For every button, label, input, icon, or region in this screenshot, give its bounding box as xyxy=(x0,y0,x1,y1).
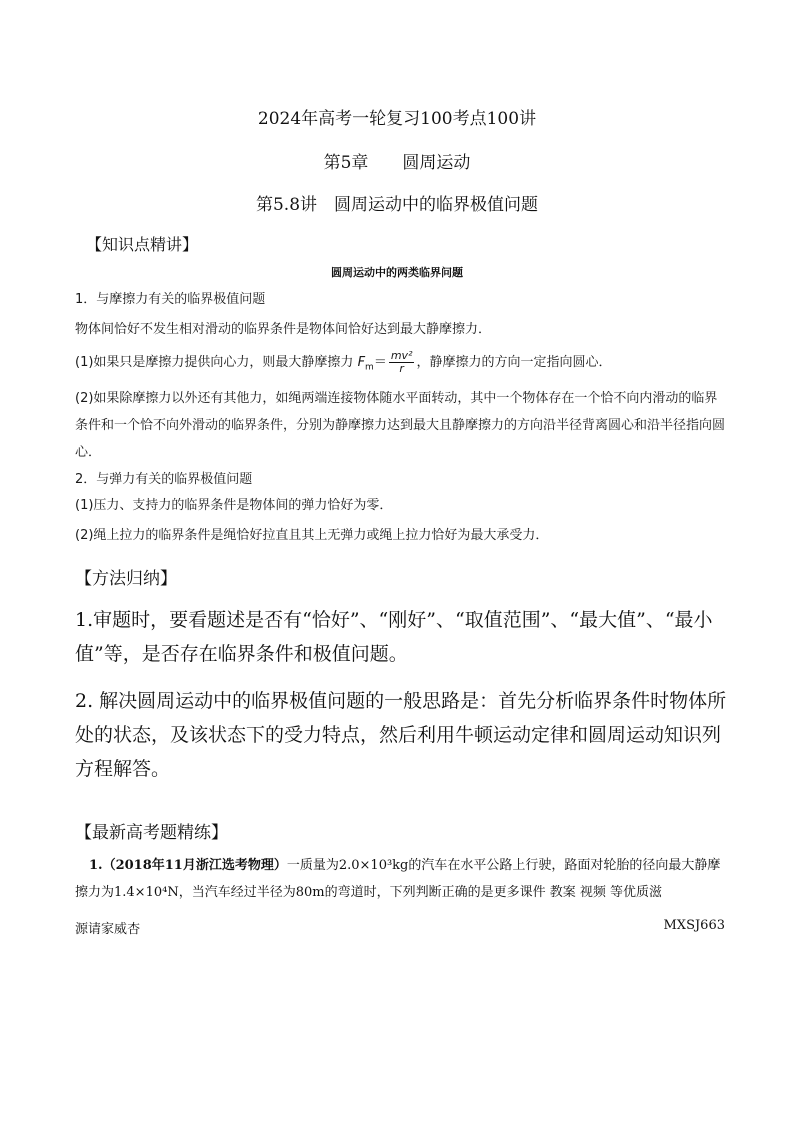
item1-title: 1．与摩擦力有关的临界极值问题 xyxy=(75,292,266,307)
item1-formula-suffix: ，静摩擦力的方向一定指向圆心． xyxy=(416,355,612,370)
question-1 xyxy=(75,852,725,906)
knowledge-subtitle: 圆周运动中的两类临界问题 xyxy=(331,266,463,279)
tail-word-5: 杏 xyxy=(127,922,141,937)
series-title: 2024年高考一轮复习100考点100讲 xyxy=(257,109,537,129)
force-symbol: F xyxy=(357,355,366,370)
tail-word-4: 威 xyxy=(114,922,128,937)
force-subscript: m xyxy=(365,362,374,373)
item2-paragraph-2: (2)绳上拉力的临界条件是绳恰好拉直且其上无弹力或绳上拉力恰好为最大承受力． xyxy=(75,528,549,543)
lecture-title: 第5.8讲 圆周运动中的临界极值问题 xyxy=(255,195,539,215)
tail-word-3: 家 xyxy=(101,922,115,937)
chapter-title: 第5章 圆周运动 xyxy=(323,153,471,173)
item2-title: 2．与弹力有关的临界极值问题 xyxy=(75,472,253,487)
exam-heading: 【最新高考题精练】 xyxy=(75,823,228,843)
formula-fraction xyxy=(389,350,415,375)
method-heading: 【方法归纳】 xyxy=(75,569,177,589)
question-1-text: 一质量为2.0×10³kg的汽车在水平公路上行驶，路面对轮胎的径向最大静摩擦力为1.4×10⁴N，当汽车经过半径为80m的弯道时，下列判断正确的是更多课件 教案 视频 等优质滋 xyxy=(75,858,721,900)
question-1-source: 1.（2018年11月浙江选考物理） xyxy=(89,858,287,873)
tail-code: MXSJ663 xyxy=(663,918,725,933)
fraction-denominator: r xyxy=(399,362,404,375)
fraction-numerator: mv² xyxy=(390,349,413,362)
equals-sign: ＝ xyxy=(373,355,387,370)
item1-formula-prefix: (1)如果只是摩擦力提供向心力，则最大静摩擦力 xyxy=(75,355,358,370)
method-paragraph-1: 1.审题时，要看题述是否有“恰好”、“刚好”、“取值范围”、“最大值”、“最小值”等，是否存在临界条件和极值问题。 xyxy=(75,609,713,665)
question-1-tail xyxy=(75,918,725,937)
tail-word-1: 源 xyxy=(75,922,89,937)
method-paragraph-2: 2. 解决圆周运动中的临界极值问题的一般思路是：首先分析临界条件时物体所处的状态，及该状态下的受力特点，然后利用牛顿运动定律和圆周运动知识列方程解答。 xyxy=(75,690,727,780)
knowledge-heading: 【知识点精讲】 xyxy=(86,235,199,254)
item1-formula-line xyxy=(75,350,725,378)
item1-paragraph-2: (2)如果除摩擦力以外还有其他力，如绳两端连接物体随水平面转动，其中一个物体存在一个恰不向内滑动的临界条件和一个恰不向外滑动的临界条件，分别为静摩擦力达到最大且静摩擦力的方向沿半径背离圆心和沿半径指向圆心． xyxy=(75,391,726,460)
tail-word-2: 请 xyxy=(88,922,102,937)
item1-text: 物体间恰好不发生相对滑动的临界条件是物体间恰好达到最大静摩擦力． xyxy=(75,322,492,337)
item2-paragraph-1: (1)压力、支持力的临界条件是物体间的弹力恰好为零． xyxy=(75,498,393,513)
